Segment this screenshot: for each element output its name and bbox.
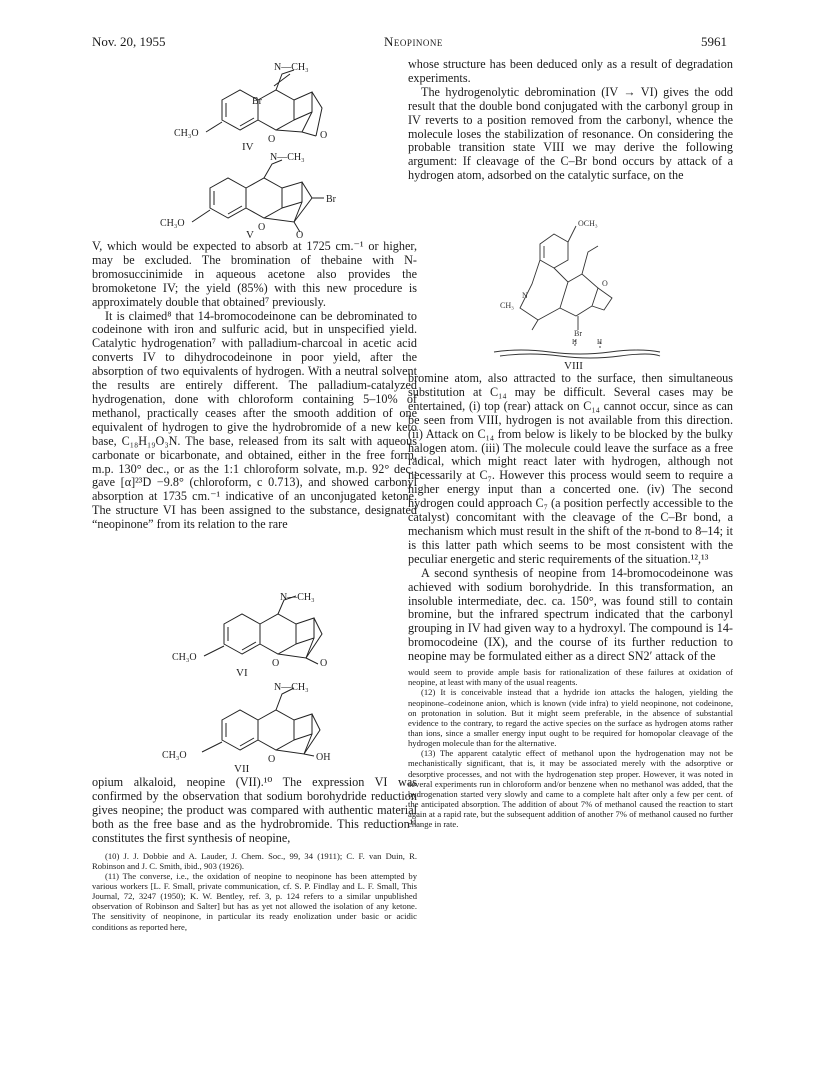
iv-ring-oxygen: O: [268, 134, 276, 145]
viii-hydrogen-2: H: [597, 338, 603, 346]
footnote-12: (12) It is conceivable instead that a hydride ion attacks the halogen, yielding the neopinone–codeinone anion, which is known (vide infra) to yield neopinone, not codeinone, on protonation in solution. But it might seem preferable, in the absence of substantial evidence to the contrary, to regard the active species on the surface as hydrogen atoms rather than ions, since a smaller energy input ought to be required for homopolar cleavage of the hydrogen molecule than for the alternative.: [408, 687, 733, 749]
v-bromine: Br: [326, 194, 336, 205]
right-paragraph-2: The hydrogenolytic debromination (IV → VI) gives the odd result that the double bond conjugated with the carbonyl group in IV reverts to a position removed from the carbonyl, whence the molecule loses the stabilization of resonance. On considering the probable transition state VIII we may derive the following argument: If cleavage of the C–Br bond occurs by attack of a hydrogen atom, adsorbed on the catalytic surface, on the: [408, 84, 733, 183]
viii-nitrogen: N: [522, 291, 528, 300]
viii-bromine: Br: [574, 329, 582, 338]
footnote-11: (11) The converse, i.e., the oxidation of neopine to neopinone has been attempted by various workers [L. F. Small, private communication, cf. S. P. Findlay and L. F. Small, This Journal, 72, 3247 (1950); K. W. Bentley, ref. 3, p. 124 refers to a similar unpublished observation of Robinson and Salter] but has as yet not allowed the isolation of any ketone. The sensitivity of neopinone, in particular its ready enolization under basic or acidic conditions as reported here,: [92, 870, 417, 932]
vi-caption: VI: [236, 667, 248, 679]
v-caption: V: [246, 229, 254, 241]
v-methoxy: CH₃O: [160, 218, 185, 229]
vi-methoxy: CH₃O: [172, 652, 197, 663]
structure-viii: [480, 212, 670, 372]
left-column-upper: [92, 240, 417, 532]
vi-keto-oxygen: O: [320, 658, 328, 669]
footnote-13: (13) The apparent catalytic effect of methanol upon the hydrogenation may not be mechanistically significant, that is, it may be associated merely with the adsorptive or desorptive processes, and not with the hydrogenation step proper. However, it was noted in several experiments run in chloroform and/or benzene when no methanol was added, that the hydrogenation started very slowly and came to a complete halt after only a few per cent. of the anticipated absorption. The addition of about 7% of methanol caused the reaction to start again at a rapid rate, but the subsequent addition of another 7% of methanol caused no further change in rate.: [408, 748, 733, 830]
v-ring-oxygen: O: [258, 222, 266, 233]
right-paragraph-3: bromine atom, also attracted to the surface, then simultaneous substitution at C₁₄ may be difficult. Several cases may be entertained, (i) top (rear) attack on C₁₄ cannot occur, since as can be seen from VIII, hydrogen is not available from this direction. (ii) Attack on C₁₄ from below is likely to be blocked by the bulky halogen atom. (iii) The molecule could leave the surface as a free radical, which might react later with hydrogen, although not necessarily at C₇. However this process would seem to require a higher energy input than a concerted one. (iv) The second hydrogen could approach C₇ (a position perfectly accessible to the catalyst) concomitant with the cleavage of the C–Br bond, a mechanism which must result in the shift of the π-bond to 8–14; it is this latter path which seems to be most consistent with the peculiar energetic and steric requirements of the situation.¹²,¹³: [408, 371, 733, 566]
viii-oxygen: O: [602, 279, 608, 288]
left-paragraph-1: V, which would be expected to absorb at 1725 cm.⁻¹ or higher, may be excluded. The bromination of thebaine with N-bromosuccinimide in aqueous acetone also provides the bromoketone IV; the yield (85%) with this new procedure is approximately double that obtained⁷ previously.: [92, 239, 417, 309]
footnote-11-continued: would seem to provide ample basis for rationalization of these failures at oxidation of neopine, at least with many of the usual reagents.: [408, 667, 733, 688]
left-paragraph-3: opium alkaloid, neopine (VII).¹⁰ The expression VI was confirmed by the observation that sodium borohydride reduction gives neopine; the product was compared with authentic material both as the free base and as the hydrobromide. This reduction¹¹ constitutes the first synthesis of neopine,: [92, 775, 417, 845]
vii-caption: VII: [234, 763, 250, 775]
v-keto-oxygen: O: [296, 230, 304, 241]
iv-caption: IV: [242, 141, 254, 153]
right-paragraph-1: whose structure has been deduced only as a result of degradation experiments.: [408, 57, 733, 85]
structure-v: [158, 152, 368, 242]
v-n-methyl: N—CH₃: [270, 152, 305, 163]
iv-bromine: Br: [252, 96, 262, 107]
vii-ring-oxygen: O: [268, 754, 276, 765]
viii-caption: VIII: [564, 360, 583, 372]
iv-keto-oxygen: O: [320, 130, 328, 141]
viii-n-methyl: CH₃: [500, 301, 514, 310]
header-title: Neopinone: [384, 34, 443, 49]
right-column-upper: [408, 58, 733, 183]
structure-vii: [160, 676, 380, 774]
right-column-lower: [408, 372, 733, 830]
iv-methoxy: CH₃O: [174, 128, 199, 139]
structure-vi: [172, 592, 372, 679]
vi-ring-oxygen: O: [272, 658, 280, 669]
iv-n-methyl: N—CH₃: [274, 62, 309, 73]
left-column-lower: [92, 776, 417, 932]
viii-methoxy: OCH₃: [578, 219, 598, 228]
left-paragraph-2: It is claimed⁸ that 14-bromocodeinone can be debrominated to codeinone with iron and sulfuric acid, but in unspecified yield. Catalytic hydrogenation⁷ with palladium-charcoal in acetic acid converts IV to dihydrocodeinone in poor yield, after the absorption of two equivalents of hydrogen. With a neutral solvent the results are entirely different. The palladium-catalyzed hydrogenation, done with chloroform containing 5–10% of methanol, practically ceases after the smooth addition of one equivalent of hydrogen to give the hydrobromide of a new keto base, C₁₈H₁₉O₃N. The base, released from its salt with aqueous carbonate or bicarbonate, and obtained, either in the free form, m.p. 130° dec., or as the 1:1 chloroform solvate, m.p. 92° dec., gave [α]²³D −9.8° (chloroform, c 0.713), and showed carbonyl absorption at 1735 cm.⁻¹ indicative of an unconjugated ketone. The structure VI has been assigned to the substance, designated “neopinone” from its relation to the rare: [92, 308, 417, 532]
vii-hydroxyl: OH: [316, 752, 331, 763]
vii-n-methyl: N—CH₃: [274, 682, 309, 693]
right-paragraph-4: A second synthesis of neopine from 14-bromocodeinone was achieved with sodium borohydride. In this transformation, an insoluble intermediate, dec. ca. 150°, was found still to contain bromine, but the infrared spectrum indicated that the carbonyl grouping in IV had given way to a hydroxyl. The compound is 14-bromocodeine (IX), and the course of its further reduction to neopine may be formulated either as a direct SN2′ attack of the: [408, 565, 733, 664]
vii-methoxy: CH₃O: [162, 750, 187, 761]
footnote-10: (10) J. J. Dobbie and A. Lauder, J. Chem. Soc., 99, 34 (1911); C. F. van Duin, R. Robinson and J. C. Smith, ibid., 903 (1926).: [92, 850, 417, 871]
viii-hydrogen-1: H: [572, 338, 578, 346]
structure-iv: [170, 60, 370, 152]
vi-n-methyl: N—CH₃: [280, 592, 315, 603]
header-date: Nov. 20, 1955: [92, 34, 166, 49]
header-page-number: 5961: [701, 34, 727, 49]
